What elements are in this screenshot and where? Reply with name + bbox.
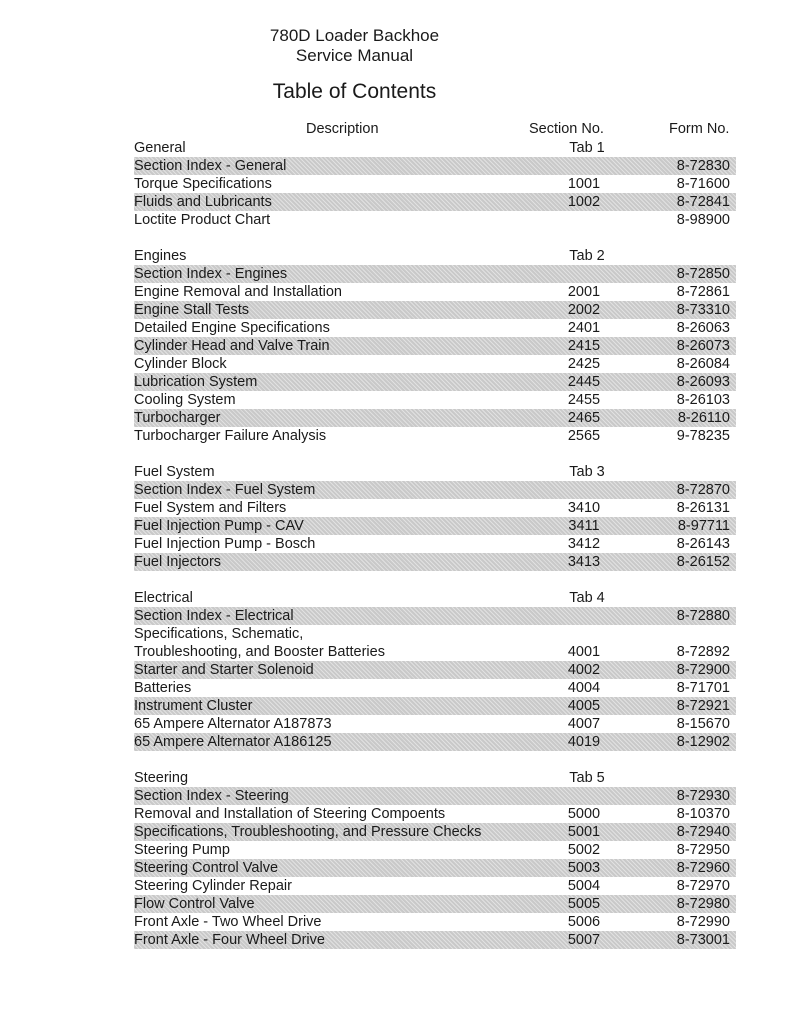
- entry-description: Steering Control Valve: [134, 860, 279, 876]
- entry-description: Fuel Injection Pump - Bosch: [134, 536, 316, 552]
- entry-description: Engine Stall Tests: [134, 302, 249, 318]
- toc-entry-row: [134, 895, 736, 913]
- entry-description: Instrument Cluster: [134, 698, 253, 714]
- entry-section-number: 3413: [567, 554, 601, 570]
- toc-entry-row: [134, 265, 736, 283]
- column-header-section: Section No.: [529, 121, 604, 137]
- entry-form-number: 8-72940: [676, 824, 730, 840]
- toc-entry-row: [134, 823, 736, 841]
- entry-section-number: 2465: [567, 410, 601, 426]
- manual-title: 780D Loader Backhoe: [269, 26, 440, 45]
- toc-entry-row: [134, 211, 736, 229]
- toc-entry-row: [134, 913, 736, 931]
- section-name: Steering: [134, 770, 189, 786]
- entry-description: Loctite Product Chart: [134, 212, 271, 228]
- section-tab: Tab 3: [569, 464, 605, 480]
- entry-section-number: 2401: [567, 320, 601, 336]
- toc-entry-row: [134, 787, 736, 805]
- toc-entry-row: [134, 193, 736, 211]
- entry-section-number: 5005: [567, 896, 601, 912]
- toc-entry-row: [134, 283, 736, 301]
- entry-description: Torque Specifications: [134, 176, 272, 192]
- toc-entry-row: [134, 499, 736, 517]
- entry-section-number: 2455: [567, 392, 601, 408]
- entry-description: Section Index - General: [134, 158, 287, 174]
- entry-section-number: 4007: [567, 716, 601, 732]
- entry-section-number: 3412: [567, 536, 601, 552]
- entry-description: Cooling System: [134, 392, 236, 408]
- toc-entry-row: [134, 931, 736, 949]
- page-title: Table of Contents: [272, 80, 437, 103]
- entry-section-number: 1002: [567, 194, 601, 210]
- toc-entry-row: [134, 409, 736, 427]
- entry-form-number: 8-72921: [676, 698, 730, 714]
- entry-form-number: 8-72900: [676, 662, 730, 678]
- entry-description: Batteries: [134, 680, 192, 696]
- entry-section-number: 2445: [567, 374, 601, 390]
- entry-description: Section Index - Electrical: [134, 608, 294, 624]
- entry-description: Specifications, Troubleshooting, and Pressure Checks: [134, 824, 482, 840]
- entry-section-number: 4004: [567, 680, 601, 696]
- entry-form-number: 8-72841: [676, 194, 730, 210]
- entry-form-number: 8-72830: [676, 158, 730, 174]
- entry-description: Detailed Engine Specifications: [134, 320, 330, 336]
- toc-entry-row: [134, 553, 736, 571]
- section-tab: Tab 1: [569, 140, 605, 156]
- entry-form-number: 8-72870: [676, 482, 730, 498]
- section-tab: Tab 4: [569, 590, 605, 606]
- entry-form-number: 8-72880: [676, 608, 730, 624]
- column-header-description: Description: [306, 121, 379, 137]
- entry-description: Cylinder Block: [134, 356, 227, 372]
- entry-description: Fuel Injectors: [134, 554, 222, 570]
- entry-description: Steering Pump: [134, 842, 230, 858]
- entry-form-number: 8-26143: [676, 536, 730, 552]
- entry-form-number: 8-71701: [676, 680, 730, 696]
- entry-description: Front Axle - Two Wheel Drive: [134, 914, 322, 930]
- toc-entry-row: [134, 517, 736, 535]
- entry-form-number: 8-26073: [676, 338, 730, 354]
- entry-description: Turbocharger Failure Analysis: [134, 428, 327, 444]
- entry-description: Section Index - Steering: [134, 788, 289, 804]
- section-name: Electrical: [134, 590, 193, 606]
- entry-description: Fluids and Lubricants: [134, 194, 272, 210]
- toc-entry-row: [134, 427, 736, 445]
- toc-entry-row: [134, 373, 736, 391]
- toc-entry-row: [134, 877, 736, 895]
- toc-entry-row: [134, 625, 736, 643]
- entry-section-number: 2002: [567, 302, 601, 318]
- entry-form-number: 8-71600: [676, 176, 730, 192]
- toc-entry-row: [134, 715, 736, 733]
- entry-form-number: 8-72850: [676, 266, 730, 282]
- entry-form-number: 8-12902: [676, 734, 730, 750]
- entry-description: 65 Ampere Alternator A186125: [134, 734, 332, 750]
- toc-entry-row: [134, 175, 736, 193]
- entry-description: Specifications, Schematic,: [134, 626, 304, 642]
- entry-section-number: 5006: [567, 914, 601, 930]
- entry-form-number: 8-72861: [676, 284, 730, 300]
- entry-description: Section Index - Engines: [134, 266, 288, 282]
- toc-entry-row: [134, 841, 736, 859]
- section-name: General: [134, 140, 186, 156]
- entry-form-number: 8-72950: [676, 842, 730, 858]
- section-heading: [134, 589, 736, 607]
- toc-entry-row: [134, 661, 736, 679]
- toc-entry-row: [134, 337, 736, 355]
- entry-section-number: 4002: [567, 662, 601, 678]
- entry-section-number: 2565: [567, 428, 601, 444]
- entry-section-number: 3411: [568, 518, 600, 534]
- section-heading: [134, 247, 736, 265]
- entry-form-number: 8-26063: [676, 320, 730, 336]
- toc-entry-row: [134, 391, 736, 409]
- toc-entry-row: [134, 733, 736, 751]
- entry-description: Removal and Installation of Steering Compoents: [134, 806, 446, 822]
- toc-entry-row: [134, 355, 736, 373]
- entry-form-number: 9-78235: [676, 428, 730, 444]
- section-heading: [134, 463, 736, 481]
- toc-entry-row: [134, 679, 736, 697]
- section-tab: Tab 2: [569, 248, 605, 264]
- toc-entry-row: [134, 319, 736, 337]
- entry-description: Section Index - Fuel System: [134, 482, 316, 498]
- entry-section-number: 5000: [567, 806, 601, 822]
- entry-form-number: 8-72892: [676, 644, 730, 660]
- entry-description: Fuel System and Filters: [134, 500, 287, 516]
- section-name: Fuel System: [134, 464, 215, 480]
- entry-description: Turbocharger: [134, 410, 221, 426]
- toc-entry-row: [134, 301, 736, 319]
- toc-entry-row: [134, 697, 736, 715]
- entry-section-number: 2415: [567, 338, 601, 354]
- column-header-form: Form No.: [669, 121, 730, 137]
- entry-description: Steering Cylinder Repair: [134, 878, 292, 894]
- table-of-contents: [134, 139, 736, 949]
- entry-section-number: 5004: [567, 878, 601, 894]
- section-name: Engines: [134, 248, 187, 264]
- entry-form-number: 8-15670: [676, 716, 730, 732]
- entry-form-number: 8-72980: [676, 896, 730, 912]
- section-heading: [134, 769, 736, 787]
- entry-form-number: 8-72990: [676, 914, 730, 930]
- entry-form-number: 8-73310: [676, 302, 730, 318]
- entry-form-number: 8-26110: [677, 410, 730, 426]
- entry-form-number: 8-26093: [676, 374, 730, 390]
- entry-section-number: 2425: [567, 356, 601, 372]
- entry-section-number: 4001: [567, 644, 601, 660]
- toc-entry-row: [134, 607, 736, 625]
- entry-description: Cylinder Head and Valve Train: [134, 338, 330, 354]
- entry-form-number: 8-72970: [676, 878, 730, 894]
- entry-form-number: 8-97711: [677, 518, 730, 534]
- entry-section-number: 5003: [567, 860, 601, 876]
- entry-section-number: 3410: [567, 500, 601, 516]
- toc-entry-row: [134, 805, 736, 823]
- toc-entry-row: [134, 481, 736, 499]
- entry-section-number: 5002: [567, 842, 601, 858]
- entry-description: Troubleshooting, and Booster Batteries: [134, 644, 385, 660]
- section-heading: [134, 139, 736, 157]
- toc-entry-row: [134, 859, 736, 877]
- entry-form-number: 8-26131: [676, 500, 730, 516]
- entry-form-number: 8-26152: [676, 554, 730, 570]
- entry-section-number: 4019: [567, 734, 601, 750]
- entry-description: Flow Control Valve: [134, 896, 255, 912]
- entry-section-number: 2001: [567, 284, 601, 300]
- entry-description: Lubrication System: [134, 374, 258, 390]
- entry-form-number: 8-72960: [676, 860, 730, 876]
- entry-description: Starter and Starter Solenoid: [134, 662, 314, 678]
- entry-form-number: 8-72930: [676, 788, 730, 804]
- entry-form-number: 8-26103: [676, 392, 730, 408]
- entry-form-number: 8-10370: [676, 806, 730, 822]
- entry-description: Front Axle - Four Wheel Drive: [134, 932, 325, 948]
- toc-entry-row: [134, 535, 736, 553]
- entry-section-number: 5007: [567, 932, 601, 948]
- toc-entry-row: [134, 643, 736, 661]
- toc-entry-row: [134, 157, 736, 175]
- entry-form-number: 8-26084: [676, 356, 730, 372]
- entry-section-number: 1001: [567, 176, 601, 192]
- entry-description: Fuel Injection Pump - CAV: [134, 518, 304, 534]
- section-tab: Tab 5: [569, 770, 605, 786]
- entry-form-number: 8-73001: [676, 932, 730, 948]
- entry-form-number: 8-98900: [676, 212, 730, 228]
- entry-description: Engine Removal and Installation: [134, 284, 342, 300]
- entry-section-number: 4005: [567, 698, 601, 714]
- entry-description: 65 Ampere Alternator A187873: [134, 716, 332, 732]
- entry-section-number: 5001: [567, 824, 601, 840]
- manual-subtitle: Service Manual: [295, 46, 414, 65]
